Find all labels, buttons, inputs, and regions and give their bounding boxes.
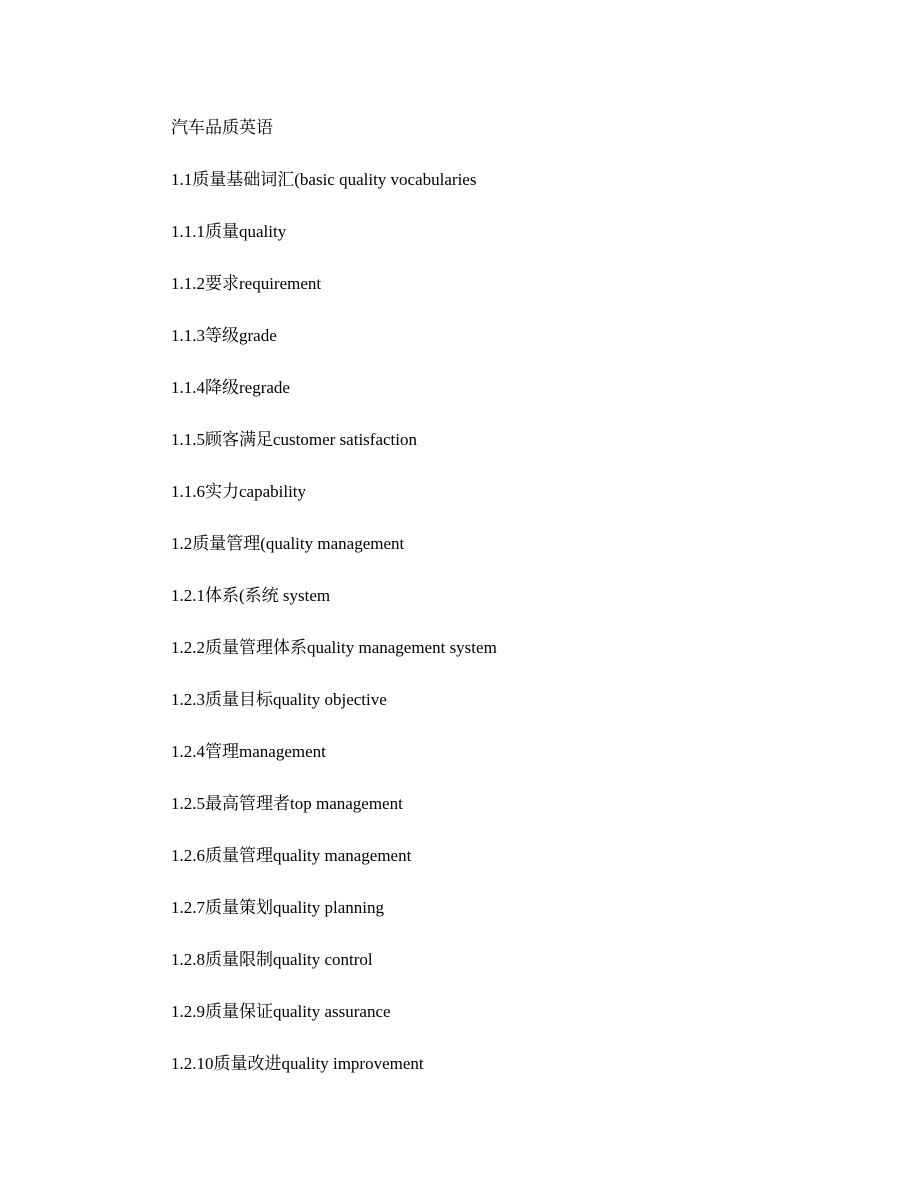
- line-1-1-4: 1.1.4降级regrade: [171, 378, 290, 397]
- line-1-2-1: 1.2.1体系(系统 system: [171, 586, 331, 605]
- line-1-2-2: 1.2.2质量管理体系quality management system: [171, 638, 497, 657]
- line-1-2-9: 1.2.9质量保证quality assurance: [171, 1002, 391, 1021]
- line-1-2: 1.2质量管理(quality management: [171, 534, 405, 553]
- line-1-2-4: 1.2.4管理management: [171, 742, 326, 761]
- line-1-2-8: 1.2.8质量限制quality control: [171, 950, 373, 969]
- line-1-1: 1.1质量基础词汇(basic quality vocabularies: [171, 170, 477, 189]
- line-1-1-1: 1.1.1质量quality: [171, 222, 287, 241]
- line-1-2-5: 1.2.5最高管理者top management: [171, 794, 403, 813]
- line-1-2-3: 1.2.3质量目标quality objective: [171, 690, 387, 709]
- line-1-2-7: 1.2.7质量策划quality planning: [171, 898, 384, 917]
- line-1-1-2: 1.1.2要求requirement: [171, 274, 322, 293]
- line-1-2-6: 1.2.6质量管理quality management: [171, 846, 412, 865]
- line-1-2-10: 1.2.10质量改进quality improvement: [171, 1054, 424, 1073]
- line-1-1-6: 1.1.6实力capability: [171, 482, 307, 501]
- document-body: [171, 117, 871, 1105]
- line-1-1-3: 1.1.3等级grade: [171, 326, 277, 345]
- line-1-1-5: 1.1.5顾客满足customer satisfaction: [171, 430, 417, 449]
- document-title: 汽车品质英语: [171, 118, 273, 137]
